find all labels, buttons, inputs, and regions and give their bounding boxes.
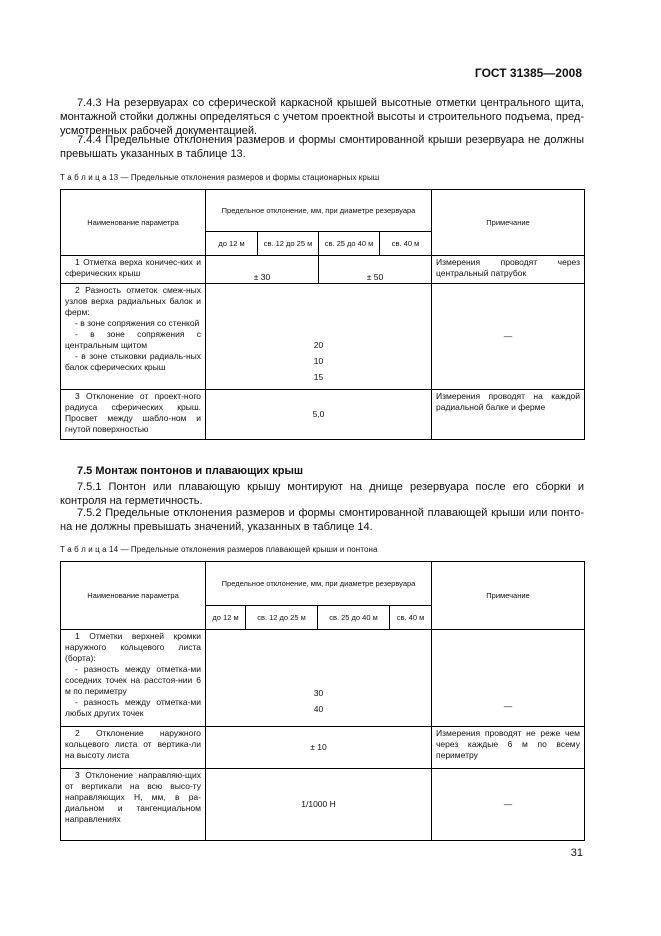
note-cell: Измерения проводят через центральный патрубок xyxy=(432,256,585,284)
table-row xyxy=(61,769,585,841)
param-name: 1 Отметка верха коничес-ких и сферических крыш xyxy=(61,256,206,284)
paragraph-7-5-2: 7.5.2 Предельные отклонения размеров и формы смонтированной плавающей крыши или понто-на не должны превышать значений, указанных в таблице 14. xyxy=(60,507,584,533)
table-row xyxy=(61,284,585,390)
col-header: св. 25 до 40 м xyxy=(319,232,380,256)
note-cell: — xyxy=(432,630,585,727)
value-cell: ± 30 xyxy=(206,256,319,284)
param-name: 2 Отклонение наружного кольцевого листа от вертика-ли на высоту листа xyxy=(61,727,206,769)
paragraph-7-5-1: 7.5.1 Понтон или плавающую крышу монтируют на днище резервуара после его сборки и контроля на герметичность. xyxy=(60,481,584,507)
param-item: - в зоне сопряжения с центральным щитом xyxy=(65,329,201,350)
document-code: ГОСТ 31385—2008 xyxy=(474,66,582,80)
param-item: - разность между отметка-ми соседних точек на расстоя-нии 6 м по периметру xyxy=(65,664,201,696)
page-number: 31 xyxy=(570,847,583,859)
note-cell: Измерения проводят не реже чем через каждые 6 м по всему периметру xyxy=(432,727,585,769)
header-note: Примечание xyxy=(432,190,585,256)
header-deviation: Предельное отклонение, мм, при диаметре резервуара xyxy=(206,562,432,606)
value-cell: 40 xyxy=(313,704,324,714)
param-title: 1 Отметки верхней кромки наружного кольцевого листа (борта): xyxy=(65,631,201,663)
header-note: Примечание xyxy=(432,562,585,630)
table-row xyxy=(61,390,585,440)
table-13 xyxy=(60,189,585,440)
note-cell: — xyxy=(432,284,585,390)
value-cell: ± 50 xyxy=(319,256,432,284)
param-name xyxy=(61,630,206,727)
param-name: 3 Отклонение от проект-ного радиуса сферических крыш. Просвет между шабло-ном и гнутой поверхностью xyxy=(61,390,206,440)
value-cell: 5,0 xyxy=(206,390,432,440)
note-cell: Измерения проводят на каждой радиальной балке и ферме xyxy=(432,390,585,440)
note-cell: — xyxy=(432,769,585,841)
param-item: - в зоне стыковки радиаль-ных балок сферических крыш xyxy=(65,351,201,372)
header-parameter: Наименование параметра xyxy=(61,190,206,256)
param-item: - в зоне сопряжения со стенкой xyxy=(75,318,200,328)
paragraph-7-4-3: 7.4.3 На резервуарах со сферической каркасной крышей высотные отметки центрального щита, монтажной стойки должны определяться с учетом проектной высоты и строительного подъема, пред-усмотренных рабочей документацией. xyxy=(60,97,584,137)
value-cell: ± 10 xyxy=(206,727,432,769)
param-title: 2 Разность отметок смеж-ных узлов верха радиальных балок и ферм: xyxy=(65,285,201,317)
table-row xyxy=(61,256,585,284)
col-header: св. 12 до 25 м xyxy=(246,606,318,630)
table-row xyxy=(61,727,585,769)
col-header: св. 40 м xyxy=(390,606,432,630)
table-13-caption: Т а б л и ц а 13 — Предельные отклонения размеров и формы стационарных крыш xyxy=(60,173,380,182)
paragraph-7-4-4: 7.4.4 Предельные отклонения размеров и формы смонтированной крыши резервуара не должны превышать указанных в таблице 13. xyxy=(60,134,584,160)
header-parameter: Наименование параметра xyxy=(61,562,206,630)
value-cell: 30 xyxy=(313,688,324,698)
col-header: до 12 м xyxy=(206,606,246,630)
table-14 xyxy=(60,561,585,841)
value-cell: 15 xyxy=(313,372,324,382)
col-header: св. 25 до 40 м xyxy=(318,606,390,630)
col-header: св. 40 м xyxy=(380,232,432,256)
value-cell: 10 xyxy=(313,356,324,366)
section-title-7-5: 7.5 Монтаж понтонов и плавающих крыш xyxy=(77,465,304,477)
param-name xyxy=(61,284,206,390)
param-item: - разность между отметка-ми любых других точек xyxy=(65,697,201,718)
col-header: до 12 м xyxy=(206,232,258,256)
param-name: 3 Отклонение направляю-щих от вертикали на всю высо-ту направляющих Н, мм, в ра-диальном и тангенциальном направлениях xyxy=(61,769,206,841)
value-cell: 20 xyxy=(313,340,324,350)
value-cell: 1/1000 Н xyxy=(206,769,432,841)
table-row xyxy=(61,630,585,727)
col-header: св. 12 до 25 м xyxy=(258,232,319,256)
header-deviation: Предельное отклонение, мм, при диаметре резервуара xyxy=(206,190,432,232)
table-14-caption: Т а б л и ц а 14 — Предельные отклонения размеров плавающей крыши и понтона xyxy=(60,545,378,554)
